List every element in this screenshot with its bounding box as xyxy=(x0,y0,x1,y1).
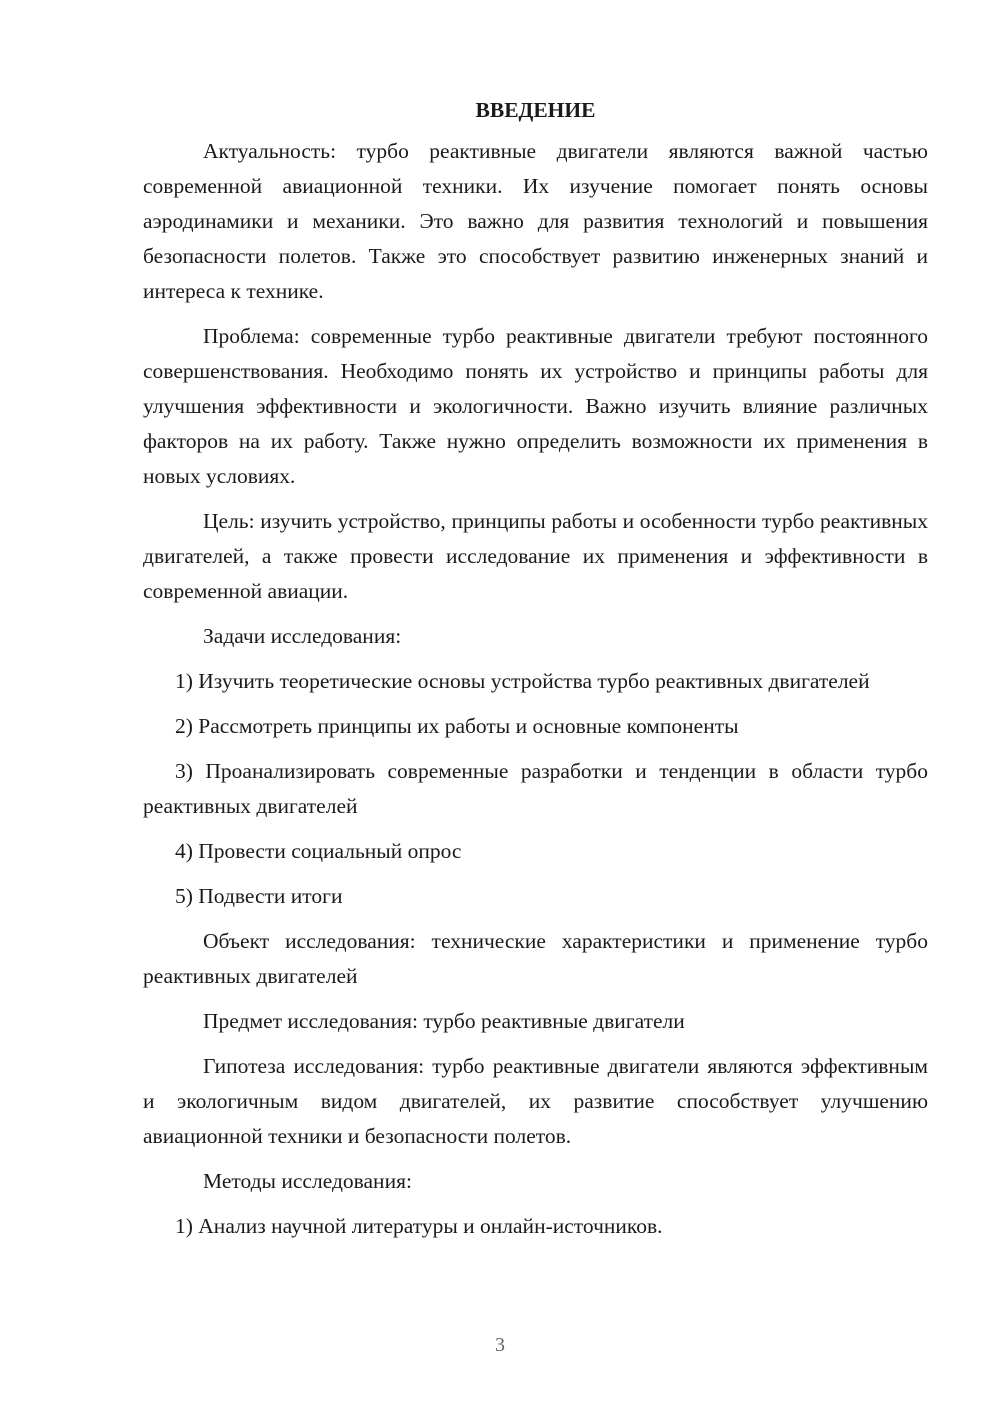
paragraph-goal: Цель: изучить устройство, принципы работы и особенности турбо реактивных двигателей, а также провести исследование их применения и эффективности в современной авиации. xyxy=(143,509,928,603)
list-item: 1) Изучить теоретические основы устройства турбо реактивных двигателей xyxy=(175,669,870,693)
page-number: 3 xyxy=(495,1334,505,1356)
list-item: 3) Проанализировать современные разработки и тенденции в области турбо реактивных двигателей xyxy=(143,759,928,818)
document-page xyxy=(143,92,928,1254)
paragraph-hypothesis: Гипотеза исследования: турбо реактивные двигатели являются эффективным и экологичным видом двигателей, их развитие способствует улучшению авиационной техники и безопасности полетов. xyxy=(143,1054,928,1148)
list-item: 4) Провести социальный опрос xyxy=(175,839,462,863)
list-item: 5) Подвести итоги xyxy=(175,884,343,908)
paragraph-problem: Проблема: современные турбо реактивные двигатели требуют постоянного совершенствования. Необходимо понять их устройство и принципы работы для улучшения эффективности и экологичности. Важно изучить влияние различных факторов на их работу. Также нужно определить возможности их применения в новых условиях. xyxy=(143,324,928,488)
tasks-list xyxy=(143,664,928,914)
paragraph-object: Объект исследования: технические характеристики и применение турбо реактивных двигателей xyxy=(143,929,928,988)
section-heading: ВВЕДЕНИЕ xyxy=(475,98,596,122)
paragraph-relevance: Актуальность: турбо реактивные двигатели являются важной частью современной авиационной техники. Их изучение помогает понять основы аэродинамики и механики. Это важно для развития технологий и повышения безопасности полетов. Также это способствует развитию инженерных знаний и интереса к технике. xyxy=(143,139,928,303)
list-item: 2) Рассмотреть принципы их работы и основные компоненты xyxy=(175,714,739,738)
methods-title: Методы исследования: xyxy=(203,1169,412,1193)
methods-list xyxy=(143,1209,928,1244)
tasks-title: Задачи исследования: xyxy=(203,624,402,648)
list-item: 1) Анализ научной литературы и онлайн-источников. xyxy=(175,1214,663,1238)
paragraph-subject: Предмет исследования: турбо реактивные двигатели xyxy=(203,1009,685,1033)
